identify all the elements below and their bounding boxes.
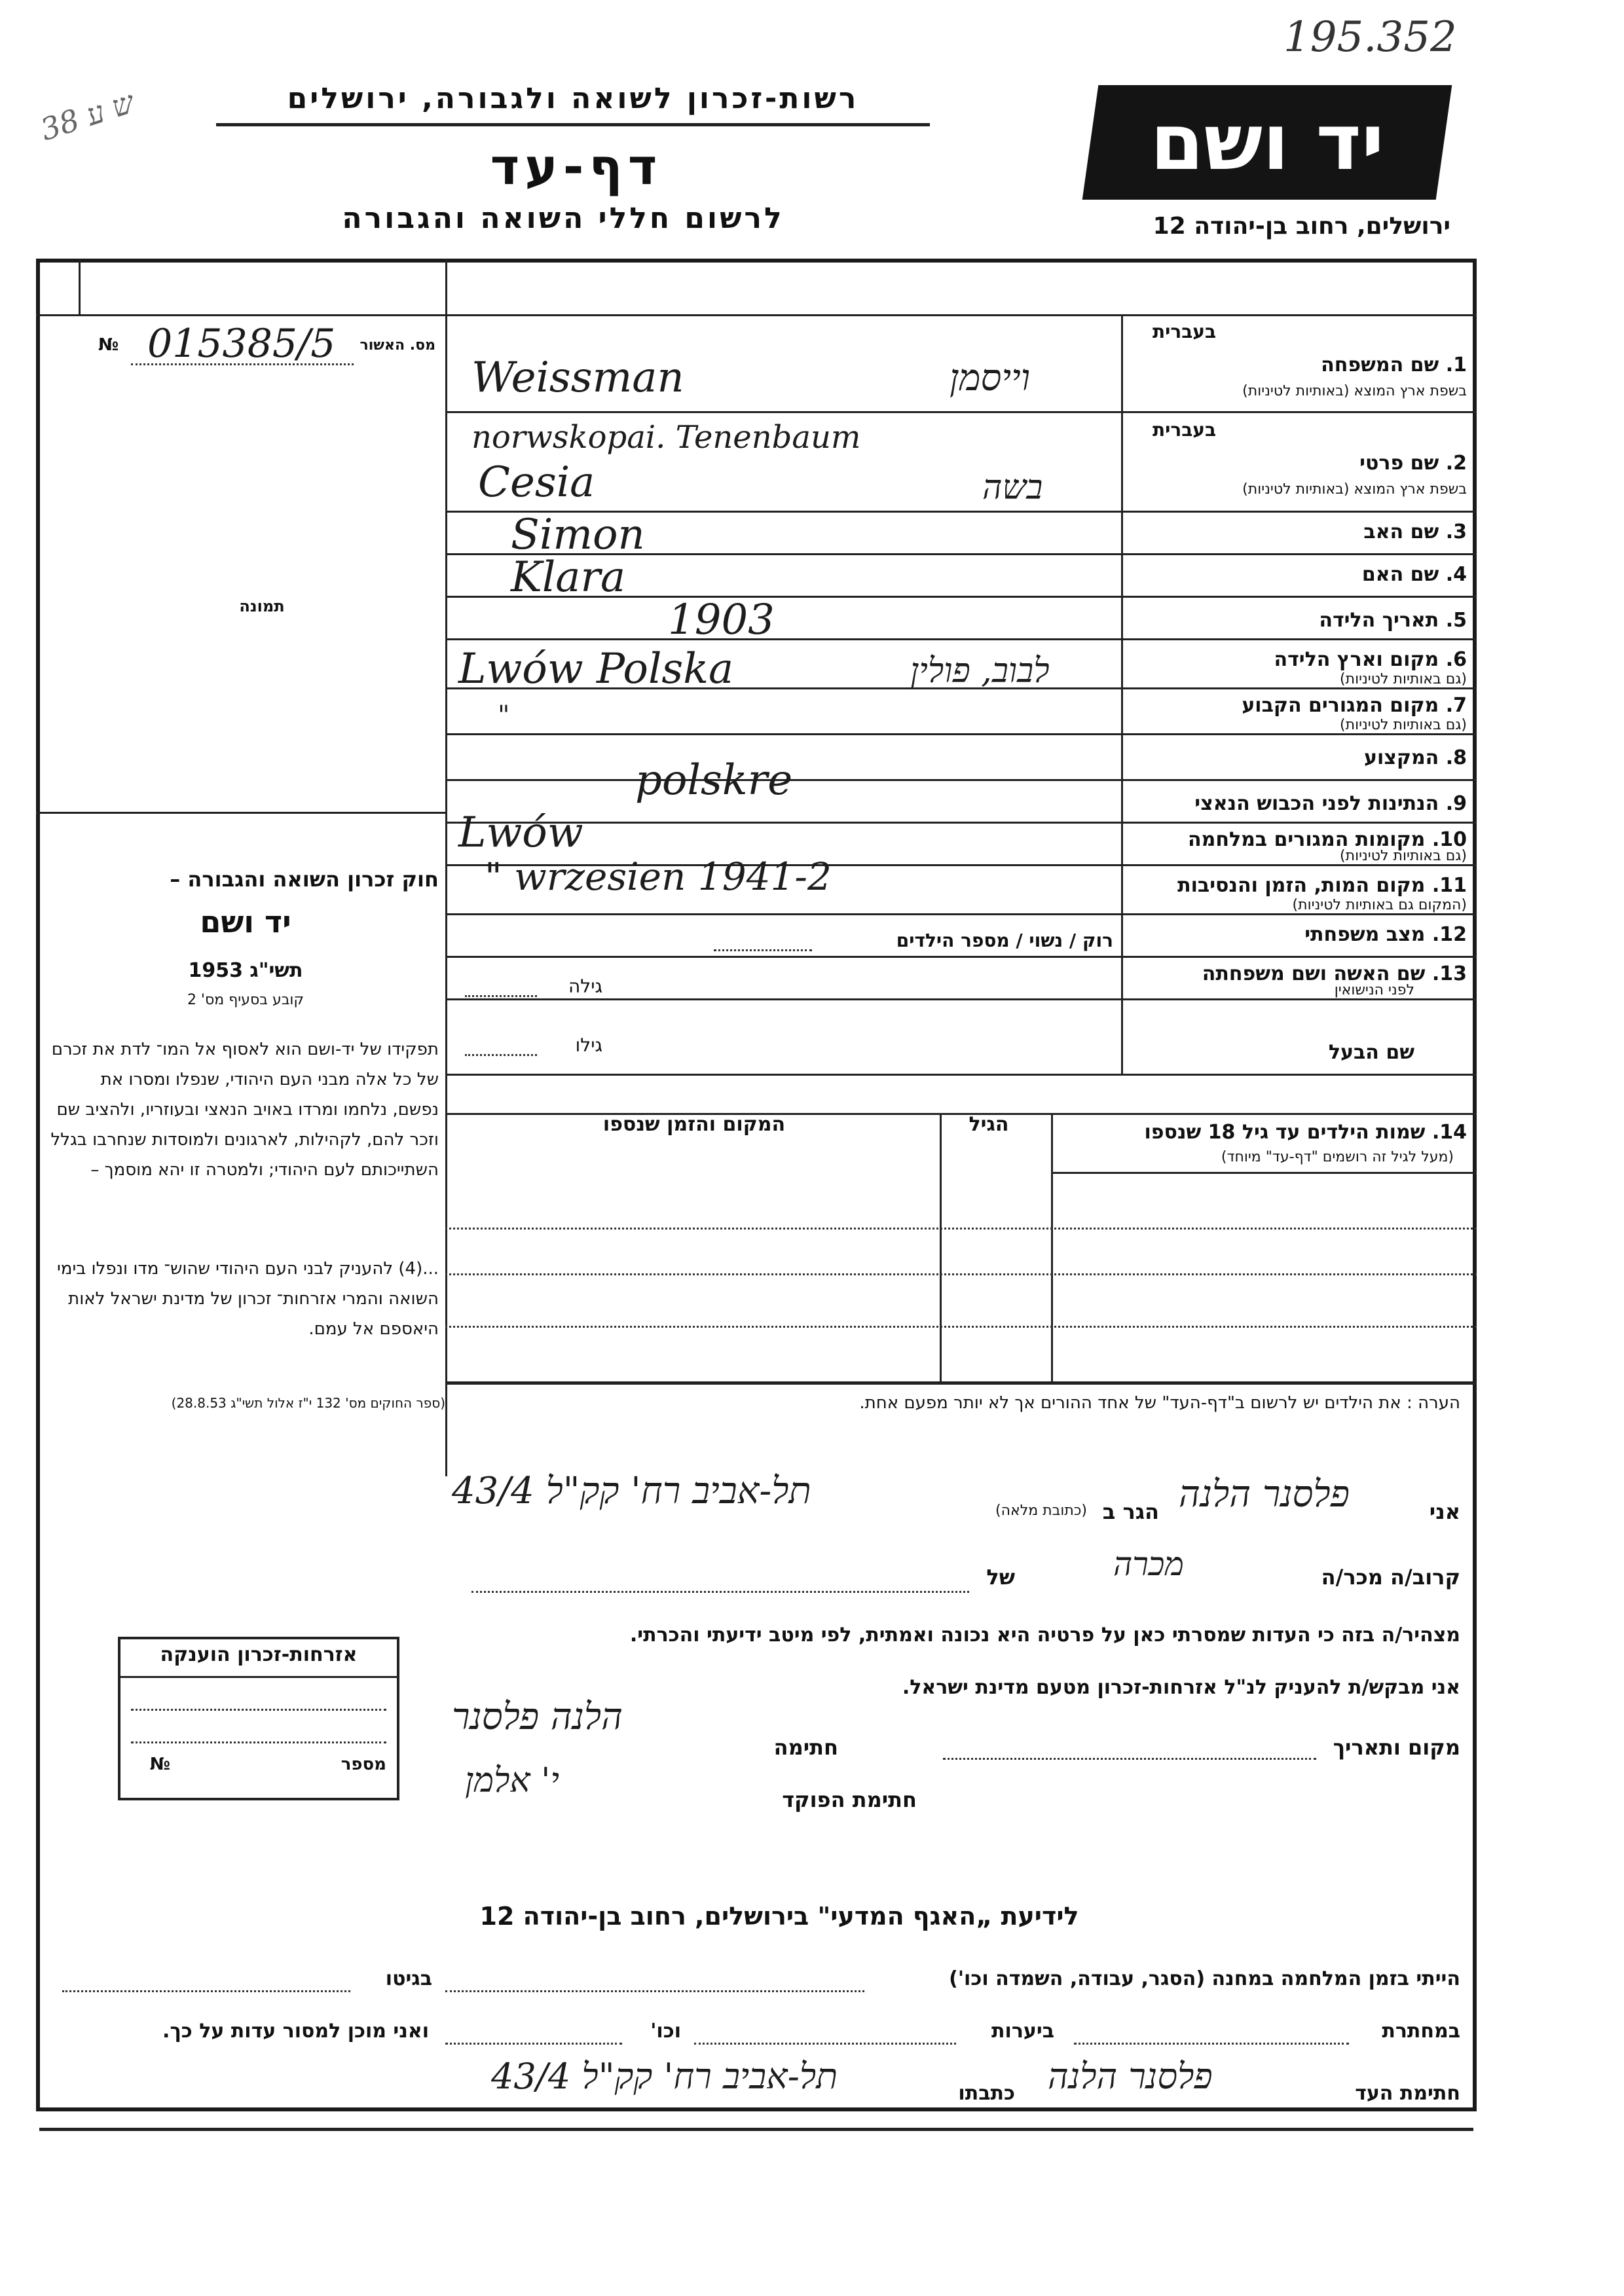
footer-forests: ביערות (991, 2020, 1054, 2043)
row-line (445, 1074, 1477, 1076)
field-7-note: (גם באותיות לטיניות) (1340, 717, 1467, 733)
field-1-value: Weissman (471, 354, 684, 402)
field-5-label (1126, 609, 1467, 632)
corner-stamp: ש ע 38 (36, 84, 139, 148)
footer-forests-dots (694, 2043, 956, 2045)
address-note: (כתובת מלאה) (995, 1503, 1087, 1519)
top-strip-line (36, 314, 1477, 316)
approval-no-sign: № (98, 335, 119, 355)
reference-number: 195.352 (1283, 13, 1457, 62)
declarant-i-label: אני (1429, 1499, 1460, 1524)
field-1-name: שם המשפחה (1321, 354, 1439, 376)
field-10-name: מקומות המגורים במלחמה (1188, 828, 1426, 851)
citizenship-no-label: מספר (341, 1755, 386, 1774)
field-7-name: מקום המגורים הקבוע (1242, 694, 1439, 717)
husband-age-dotted-line (465, 1054, 537, 1056)
declaration-2: אני מבקש/ת להעניק לנ"ל אזרחות-זכרון מטעם מדינת ישראל. (902, 1676, 1460, 1699)
field-7-label (1126, 694, 1467, 717)
field-1-hebrew-value: וייסמן (950, 357, 1031, 399)
field-12-num: 12. (1431, 923, 1467, 946)
org-underline (216, 123, 930, 126)
field-9-name: הנתינות לפני הכבוש הנאצי (1194, 792, 1439, 815)
field-1-label (1126, 354, 1467, 376)
field-12-label (1126, 923, 1467, 946)
citizenship-title: אזרחות-זכרון הוענקה (160, 1643, 358, 1666)
field-2-label (1126, 452, 1467, 475)
field-9-label (1126, 792, 1467, 815)
field-11-num: 11. (1431, 874, 1467, 897)
approval-label: מס. האשור (360, 337, 435, 354)
field-5-num: 5. (1445, 609, 1467, 632)
field-1-note-top: בעברית (1153, 321, 1217, 342)
law-name: יד ושם (200, 904, 291, 939)
row-line (445, 411, 1477, 413)
field-3-label (1126, 520, 1467, 543)
signature-label: חתימה (773, 1735, 838, 1760)
field-7-value: " (498, 701, 510, 731)
field-6-note: (גם באותיות לטיניות) (1340, 671, 1467, 687)
officer-label: חתימת הפוקד (782, 1787, 917, 1812)
field-13-num: 13. (1431, 962, 1467, 985)
field-2-num: 2. (1445, 452, 1467, 475)
field-3-name: שם האב (1363, 520, 1439, 543)
sidebar-divider (445, 259, 447, 1476)
place-date-line (943, 1758, 1316, 1760)
law-title: חוק זכרון השואה והגבורה – (170, 867, 439, 892)
form-subtitle: לרשום חללי השואה והגבורה (342, 202, 784, 235)
top-strip-divider (79, 259, 81, 314)
place-date-label: מקום ותאריך (1333, 1735, 1460, 1760)
field-11-name: מקום המות, הזמן והנסיבות (1177, 874, 1426, 897)
law-ref: (ספר החוקים מס' 132 י"ז אלול תשי"ג 28.8.53) (171, 1395, 445, 1411)
field-7-num: 7. (1445, 694, 1467, 717)
children-bottom (445, 1381, 1477, 1385)
row-line (445, 733, 1477, 735)
field-8-label (1126, 746, 1467, 769)
field-10-value: Lwów (458, 809, 583, 857)
field-2-value: Cesia (478, 458, 595, 507)
law-clause: קובע בסעיף מס' 2 (187, 992, 304, 1008)
officer-signature: י' אלמן (465, 1761, 560, 1800)
field-1-note: בשפת ארץ המוצא (באותיות לטיניות) (1242, 383, 1467, 399)
form-title: דף-עד (490, 137, 663, 196)
children-col-divider-1 (1051, 1113, 1053, 1381)
children-age-col: הגיל (969, 1113, 1009, 1136)
field-2-note: בשפת ארץ המוצא (באותיות לטיניות) (1242, 481, 1467, 498)
wife-age-dotted-line (465, 995, 537, 997)
field-1b-value: norwskopai. Tenenbaum (471, 419, 861, 456)
field-6-hebrew-value: לבוב, פולין (910, 651, 1050, 691)
field-13-note: לפני הנישואין (1334, 982, 1414, 998)
children-row (445, 1228, 1477, 1230)
field-4-label (1126, 563, 1467, 586)
field-8-name: המקצוע (1363, 746, 1439, 769)
law-year: תשי"ג 1953 (188, 959, 303, 982)
footer-line1-dots (445, 1990, 864, 1992)
field-12-name: מצב משפחתי (1304, 923, 1426, 946)
field-11-value: " wrzesien 1941-2 (485, 854, 832, 899)
photo-label: תמונה (239, 597, 285, 615)
field-4-num: 4. (1445, 563, 1467, 586)
field-9-value: polskre (635, 756, 793, 805)
field-6-label (1126, 648, 1467, 671)
photo-box-bottom (36, 812, 445, 814)
field-3-value: Simon (511, 511, 645, 559)
field-2-name: שם פרטי (1359, 452, 1439, 475)
address: ירושלים, רחוב בן-יהודה 12 (1153, 213, 1450, 240)
witness-label: חתימת העד (1355, 2082, 1460, 2105)
field-9-num: 9. (1445, 792, 1467, 815)
field-2-hebrew-value: בשה (982, 468, 1043, 507)
footer-etc: וכו' (650, 2020, 681, 2043)
declarant-signature: הלנה פלסנר (452, 1696, 623, 1738)
children-row (445, 1326, 1477, 1328)
logo-text: יד ושם (1150, 97, 1384, 187)
footer-bottom-line (39, 2128, 1473, 2131)
field-11-note: (המקום גם באותיות לטיניות) (1292, 897, 1467, 913)
witness-address: תל-אביב רח' קק"ל 43/4 (491, 2056, 838, 2097)
field-8-num: 8. (1445, 746, 1467, 769)
field-13-name: שם האשה ושם משפחתה (1202, 962, 1426, 985)
citizenship-line (131, 1741, 386, 1743)
declarant-resides-label: הגר ב (1102, 1499, 1159, 1524)
field-2-note-top: בעברית (1153, 419, 1217, 441)
children-row (445, 1273, 1477, 1275)
footer-underground-dots (1074, 2043, 1349, 2045)
relation-value: מכרה (1113, 1545, 1184, 1583)
wife-age-label: גילה (568, 975, 602, 997)
footer-line1-ghetto: בגיטו (385, 1967, 432, 1990)
footer-testimony: ואני מוכן למסור עדות על כך. (162, 2020, 429, 2043)
marital-options: רוק / נשוי / מספר הילדים (896, 930, 1113, 951)
field-4-value: Klara (511, 553, 626, 602)
citizenship-line (131, 1709, 386, 1711)
row-line (445, 956, 1477, 958)
row-line (445, 822, 1477, 824)
witness-signature: פלסנר הלנה (1048, 2056, 1213, 2097)
org-name: רשות-זכרון לשואה ולגבורה, ירושלים (287, 82, 859, 115)
field-6-value: Lwów Polska (458, 645, 734, 693)
remark: הערה : את הילדים יש לרשום ב"דף-העד" של אחד ההורים אך לא יותר מפעם אחת. (859, 1393, 1460, 1413)
row-line (445, 779, 1477, 781)
field-10-note: (גם באותיות לטיניות) (1340, 848, 1467, 864)
citizenship-title-line (118, 1676, 399, 1678)
field-11-label (1126, 874, 1467, 897)
children-label: 14. שמות הילדים עד גיל 18 שנספו (1144, 1121, 1467, 1144)
footer-line1-ghetto-dots (62, 1990, 350, 1992)
children-note: (מעל לגיל זה רושמים "דף-עד" מיוחד) (1221, 1149, 1454, 1165)
footer-underground: במחתרת (1382, 2020, 1460, 2043)
of-dotted-line (471, 1591, 969, 1593)
field-6-num: 6. (1445, 648, 1467, 671)
children-place-col: המקום והזמן שנספו (602, 1113, 786, 1136)
field-4-name: שם האם (1361, 563, 1439, 586)
relation-label: קרוב/ה מכר/ה (1321, 1565, 1460, 1590)
field-3-num: 3. (1445, 520, 1467, 543)
declarant-address: תל-אביב רח' קק"ל 43/4 (452, 1470, 811, 1512)
field-5-name: תאריך הלידה (1319, 609, 1439, 632)
citizenship-no-sign: № (149, 1755, 170, 1774)
row-line (445, 913, 1477, 915)
children-header-line (1051, 1172, 1477, 1174)
footer-etc-dots (445, 2043, 622, 2045)
law-text-2: ...(4) להעניק לבני העם היהודי שהוש־ מדו ונפלו בימי השואה והמרי אזרחות־ זכרון של מדינת ישראל לאות היאספם אל עמם. (56, 1259, 439, 1339)
footer-title: לידיעת „האגף המדעי" בירושלים, רחוב בן-יהודה 12 (479, 1902, 1079, 1931)
label-column-divider (1121, 314, 1123, 1074)
approval-dotted-line (131, 363, 354, 365)
field-1-num: 1. (1445, 354, 1467, 376)
field-5-value: 1903 (668, 596, 775, 644)
yad-vashem-logo (1082, 85, 1452, 200)
declarant-name: פלסנר הלנה (1179, 1473, 1350, 1516)
row-line (445, 638, 1477, 640)
declaration-1: מצהיר/ה בזה כי העדות שמסרתי כאן על פרטיה היא נכונה ואמתית, לפי מיטב ידיעתי והכרתי. (629, 1624, 1460, 1647)
row-line (445, 998, 1477, 1000)
approval-number: 015385/5 (147, 321, 336, 367)
field-10-num: 10. (1431, 828, 1467, 851)
law-text-1: תפקידו של יד-ושם הוא לאסוף אל המו־ לדת את זכרם של כל אלה מבני העם היהודי, שנפלו ומסרו את נפשם, נלחמו ומרדו באויב הנאצי ובעוזריו, ולהציב שם וזכר להם, לקהילות, לארגונים ולמוסדות שנחרבו בגלל השתייכותם לעם היהודי; ולמטרה זו יהא מוסמך – (50, 1040, 439, 1180)
marital-dotted-line (714, 949, 812, 951)
husband-label: שם הבעל (1328, 1041, 1414, 1064)
children-col-divider-2 (940, 1113, 942, 1381)
field-6-name: מקום וארץ הלידה (1274, 648, 1439, 671)
husband-age-label: גילו (575, 1034, 602, 1056)
witness-address-label: כתבתו (958, 2082, 1015, 2105)
of-label: של (986, 1565, 1015, 1590)
footer-line1: הייתי בזמן המלחמה במחנה (הסגר, עבודה, השמדה וכו') (949, 1967, 1460, 1990)
